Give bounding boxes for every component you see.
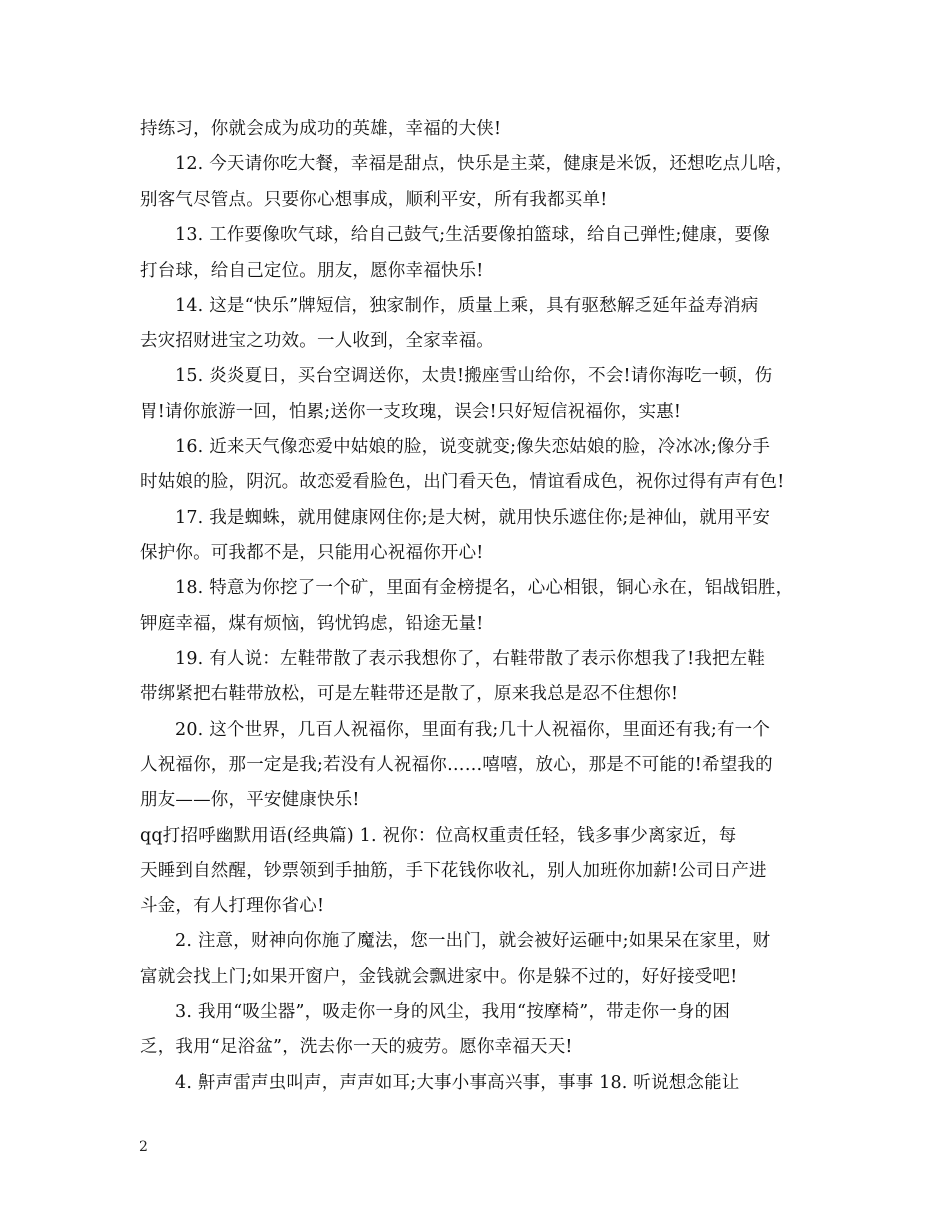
text-line: 15. 炎炎夏日，买台空调送你，太贵!搬座雪山给你，不会!请你海吃一顿，伤 [175, 366, 773, 386]
text-line: 14. 这是“快乐”牌短信，独家制作，质量上乘，具有驱愁解乏延年益寿消病 [175, 296, 759, 316]
text-line: 天睡到自然醒，钞票领到手抽筋，手下花钱你收礼，别人加班你加薪!公司日产进 [140, 861, 767, 881]
text-line: 3. 我用“吸尘器”，吸走你一身的风尘，我用“按摩椅”，带走你一身的困 [175, 1002, 731, 1022]
text-line: 带绑紧把右鞋带放松，可是左鞋带还是散了，原来我总是忍不住想你! [140, 684, 679, 704]
text-line: 持练习，你就会成为成功的英雄，幸福的大侠! [140, 119, 502, 139]
text-line: 钾庭幸福，煤有烦恼，钨忧钨虑，铅途无量! [140, 614, 484, 634]
text-line: 胃!请你旅游一回，怕累;送你一支玫瑰，误会!只好短信祝福你，实惠! [140, 402, 682, 422]
text-line: 13. 工作要像吹气球，给自己鼓气;生活要像拍篮球，给自己弹性;健康，要像 [175, 225, 771, 245]
text-line: qq打招呼幽默用语(经典篇) 1. 祝你：位高权重责任轻，钱多事少离家近，每 [140, 826, 737, 846]
text-line: 斗金，有人打理你省心! [140, 896, 325, 916]
text-line: 乏，我用“足浴盆”，洗去你一天的疲劳。愿你幸福天天! [140, 1037, 573, 1057]
text-line: 17. 我是蜘蛛，就用健康网住你;是大树，就用快乐遮住你;是神仙，就用平安 [175, 508, 771, 528]
text-line: 打台球，给自己定位。朋友，愿你幸福快乐! [140, 261, 484, 281]
text-line: 16. 近来天气像恋爱中姑娘的脸，说变就变;像失恋姑娘的脸，冷冰冰;像分手 [175, 437, 771, 457]
text-line: 12. 今天请你吃大餐，幸福是甜点，快乐是主菜，健康是米饭，还想吃点儿啥， [175, 154, 794, 174]
text-line: 19. 有人说：左鞋带散了表示我想你了，右鞋带散了表示你想我了!我把左鞋 [175, 649, 766, 669]
page-number: 2 [139, 1139, 148, 1155]
text-line: 2. 注意，财神向你施了魔法，您一出门，就会被好运砸中;如果呆在家里，财 [175, 931, 771, 951]
text-line: 4. 鼾声雷声虫叫声，声声如耳;大事小事高兴事，事事 18. 听说想念能让 [175, 1073, 740, 1093]
text-line: 18. 特意为你挖了一个矿，里面有金榜提名，心心相银，铜心永在，铝战铝胜， [175, 578, 794, 598]
text-line: 去灾招财进宝之功效。一人收到，全家幸福。 [140, 331, 494, 351]
text-line: 时姑娘的脸，阴沉。故恋爱看脸色，出门看天色，情谊看成色，祝你过得有声有色! [140, 472, 785, 492]
text-line: 保护你。可我都不是，只能用心祝福你开心! [140, 543, 484, 563]
text-line: 20. 这个世界，几百人祝福你，里面有我;几十人祝福你，里面还有我;有一个 [175, 720, 771, 740]
text-line: 别客气尽管点。只要你心想事成，顺利平安，所有我都买单! [140, 190, 608, 210]
text-line: 人祝福你，那一定是我;若没有人祝福你……嘻嘻，放心，那是不可能的!希望我的 [140, 755, 773, 775]
text-line: 富就会找上门;如果开窗户，金钱就会飘进家中。你是躲不过的，好好接受吧! [140, 967, 738, 987]
text-line: 朋友——你，平安健康快乐! [140, 790, 360, 810]
